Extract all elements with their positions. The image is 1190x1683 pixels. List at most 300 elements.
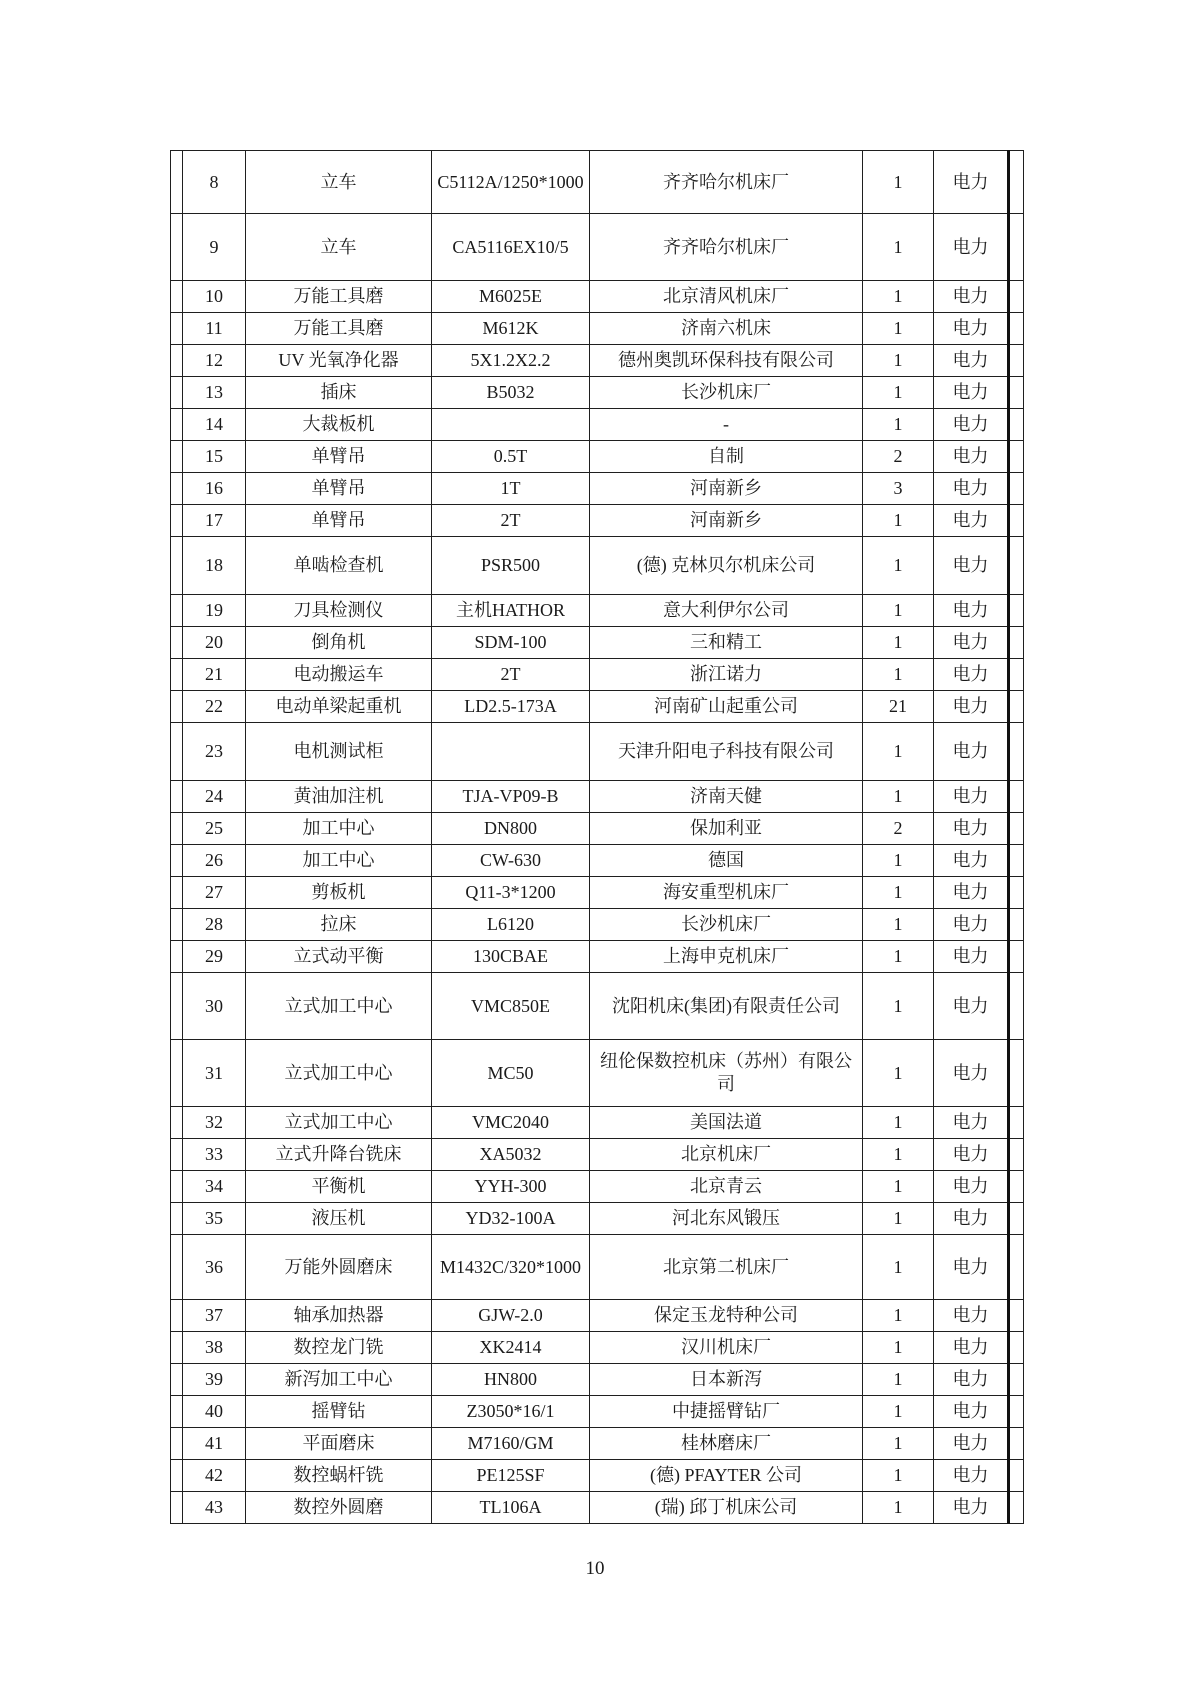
cell-left-spacer	[171, 409, 183, 441]
cell-equipment-name: 单臂吊	[246, 473, 432, 505]
cell-row-number: 10	[183, 281, 246, 313]
cell-equipment-name: 立式加工中心	[246, 1040, 432, 1107]
cell-quantity: 1	[863, 1460, 934, 1492]
cell-right-spacer	[1009, 377, 1024, 409]
cell-equipment-name: 轴承加热器	[246, 1300, 432, 1332]
cell-right-spacer	[1009, 1428, 1024, 1460]
cell-row-number: 37	[183, 1300, 246, 1332]
cell-model: M7160/GM	[432, 1428, 590, 1460]
cell-manufacturer: -	[590, 409, 863, 441]
cell-equipment-name: 新泻加工中心	[246, 1364, 432, 1396]
table-row	[171, 941, 1024, 973]
cell-right-spacer	[1009, 1107, 1024, 1139]
cell-manufacturer: 保加利亚	[590, 813, 863, 845]
cell-right-spacer	[1009, 781, 1024, 813]
cell-power-type: 电力	[934, 1235, 1009, 1300]
table-row	[171, 781, 1024, 813]
cell-model: 0.5T	[432, 441, 590, 473]
table-row	[171, 1203, 1024, 1235]
cell-model: Q11-3*1200	[432, 877, 590, 909]
cell-model: HN800	[432, 1364, 590, 1396]
page-number: 10	[585, 1558, 605, 1579]
cell-power-type: 电力	[934, 973, 1009, 1040]
cell-right-spacer	[1009, 1460, 1024, 1492]
cell-manufacturer: 美国法道	[590, 1107, 863, 1139]
cell-quantity: 1	[863, 151, 934, 214]
cell-manufacturer: 北京清风机床厂	[590, 281, 863, 313]
cell-right-spacer	[1009, 813, 1024, 845]
cell-right-spacer	[1009, 537, 1024, 595]
cell-quantity: 2	[863, 813, 934, 845]
table-row	[171, 659, 1024, 691]
cell-equipment-name: 电动单梁起重机	[246, 691, 432, 723]
table-row	[171, 214, 1024, 281]
cell-left-spacer	[171, 627, 183, 659]
cell-right-spacer	[1009, 691, 1024, 723]
cell-left-spacer	[171, 781, 183, 813]
cell-equipment-name: 液压机	[246, 1203, 432, 1235]
cell-power-type: 电力	[934, 1332, 1009, 1364]
cell-quantity: 1	[863, 1428, 934, 1460]
cell-quantity: 1	[863, 505, 934, 537]
cell-quantity: 1	[863, 377, 934, 409]
cell-manufacturer: 日本新泻	[590, 1364, 863, 1396]
cell-equipment-name: 立式升降台铣床	[246, 1139, 432, 1171]
cell-row-number: 12	[183, 345, 246, 377]
cell-quantity: 1	[863, 973, 934, 1040]
cell-left-spacer	[171, 877, 183, 909]
cell-row-number: 11	[183, 313, 246, 345]
cell-quantity: 1	[863, 781, 934, 813]
cell-equipment-name: 立式加工中心	[246, 1107, 432, 1139]
cell-quantity: 1	[863, 1040, 934, 1107]
cell-equipment-name: 万能工具磨	[246, 313, 432, 345]
cell-left-spacer	[171, 691, 183, 723]
table-row	[171, 281, 1024, 313]
cell-power-type: 电力	[934, 1492, 1009, 1524]
cell-equipment-name: UV 光氧净化器	[246, 345, 432, 377]
cell-right-spacer	[1009, 659, 1024, 691]
cell-manufacturer: 汉川机床厂	[590, 1332, 863, 1364]
cell-left-spacer	[171, 941, 183, 973]
cell-quantity: 1	[863, 627, 934, 659]
table-row	[171, 345, 1024, 377]
cell-power-type: 电力	[934, 877, 1009, 909]
cell-model: M1432C/320*1000	[432, 1235, 590, 1300]
cell-left-spacer	[171, 909, 183, 941]
cell-right-spacer	[1009, 1203, 1024, 1235]
cell-quantity: 1	[863, 941, 934, 973]
cell-model: 5X1.2X2.2	[432, 345, 590, 377]
cell-left-spacer	[171, 377, 183, 409]
cell-power-type: 电力	[934, 1171, 1009, 1203]
cell-row-number: 18	[183, 537, 246, 595]
cell-model: PSR500	[432, 537, 590, 595]
cell-manufacturer: 浙江诺力	[590, 659, 863, 691]
cell-power-type: 电力	[934, 845, 1009, 877]
cell-equipment-name: 平面磨床	[246, 1428, 432, 1460]
cell-equipment-name: 拉床	[246, 909, 432, 941]
cell-row-number: 26	[183, 845, 246, 877]
cell-manufacturer: 桂林磨床厂	[590, 1428, 863, 1460]
cell-model: DN800	[432, 813, 590, 845]
cell-power-type: 电力	[934, 941, 1009, 973]
table-row	[171, 1332, 1024, 1364]
cell-power-type: 电力	[934, 1139, 1009, 1171]
cell-manufacturer: 北京青云	[590, 1171, 863, 1203]
cell-power-type: 电力	[934, 781, 1009, 813]
cell-model: SDM-100	[432, 627, 590, 659]
cell-power-type: 电力	[934, 151, 1009, 214]
cell-quantity: 1	[863, 1139, 934, 1171]
cell-right-spacer	[1009, 941, 1024, 973]
cell-power-type: 电力	[934, 505, 1009, 537]
table-row	[171, 1492, 1024, 1524]
cell-quantity: 1	[863, 409, 934, 441]
cell-manufacturer: 长沙机床厂	[590, 377, 863, 409]
cell-model: TJA-VP09-B	[432, 781, 590, 813]
cell-manufacturer: 北京第二机床厂	[590, 1235, 863, 1300]
cell-power-type: 电力	[934, 537, 1009, 595]
cell-right-spacer	[1009, 877, 1024, 909]
cell-row-number: 31	[183, 1040, 246, 1107]
cell-quantity: 2	[863, 441, 934, 473]
cell-right-spacer	[1009, 909, 1024, 941]
cell-model: 1T	[432, 473, 590, 505]
cell-quantity: 1	[863, 1107, 934, 1139]
cell-equipment-name: 数控外圆磨	[246, 1492, 432, 1524]
cell-row-number: 32	[183, 1107, 246, 1139]
cell-row-number: 21	[183, 659, 246, 691]
cell-manufacturer: 海安重型机床厂	[590, 877, 863, 909]
table-row	[171, 409, 1024, 441]
cell-row-number: 17	[183, 505, 246, 537]
cell-left-spacer	[171, 595, 183, 627]
cell-left-spacer	[171, 1107, 183, 1139]
table-row	[171, 691, 1024, 723]
cell-left-spacer	[171, 441, 183, 473]
cell-quantity: 1	[863, 345, 934, 377]
cell-power-type: 电力	[934, 627, 1009, 659]
cell-model: 2T	[432, 505, 590, 537]
cell-equipment-name: 加工中心	[246, 845, 432, 877]
cell-left-spacer	[171, 659, 183, 691]
cell-power-type: 电力	[934, 473, 1009, 505]
cell-right-spacer	[1009, 441, 1024, 473]
cell-model: VMC2040	[432, 1107, 590, 1139]
cell-model: L6120	[432, 909, 590, 941]
cell-equipment-name: 立车	[246, 214, 432, 281]
cell-quantity: 1	[863, 537, 934, 595]
cell-left-spacer	[171, 1139, 183, 1171]
cell-model: C5112A/1250*1000	[432, 151, 590, 214]
cell-power-type: 电力	[934, 1040, 1009, 1107]
table-row	[171, 1171, 1024, 1203]
table-row	[171, 1364, 1024, 1396]
cell-right-spacer	[1009, 1139, 1024, 1171]
cell-power-type: 电力	[934, 1107, 1009, 1139]
cell-manufacturer: (瑞) 邱丁机床公司	[590, 1492, 863, 1524]
cell-power-type: 电力	[934, 909, 1009, 941]
cell-left-spacer	[171, 1396, 183, 1428]
cell-row-number: 29	[183, 941, 246, 973]
cell-right-spacer	[1009, 973, 1024, 1040]
cell-left-spacer	[171, 1492, 183, 1524]
cell-power-type: 电力	[934, 723, 1009, 781]
cell-row-number: 25	[183, 813, 246, 845]
cell-power-type: 电力	[934, 1396, 1009, 1428]
cell-row-number: 40	[183, 1396, 246, 1428]
cell-model: GJW-2.0	[432, 1300, 590, 1332]
cell-row-number: 35	[183, 1203, 246, 1235]
cell-model: PE125SF	[432, 1460, 590, 1492]
cell-manufacturer: 河南新乡	[590, 473, 863, 505]
cell-power-type: 电力	[934, 1203, 1009, 1235]
cell-quantity: 1	[863, 845, 934, 877]
cell-row-number: 28	[183, 909, 246, 941]
cell-quantity: 1	[863, 595, 934, 627]
cell-left-spacer	[171, 1460, 183, 1492]
cell-quantity: 1	[863, 1300, 934, 1332]
cell-manufacturer: 长沙机床厂	[590, 909, 863, 941]
cell-power-type: 电力	[934, 691, 1009, 723]
cell-right-spacer	[1009, 627, 1024, 659]
cell-model: XA5032	[432, 1139, 590, 1171]
cell-quantity: 1	[863, 659, 934, 691]
cell-power-type: 电力	[934, 1364, 1009, 1396]
table-row	[171, 627, 1024, 659]
table-row	[171, 1139, 1024, 1171]
table-row	[171, 505, 1024, 537]
table-row	[171, 813, 1024, 845]
table-row	[171, 441, 1024, 473]
cell-row-number: 41	[183, 1428, 246, 1460]
cell-model: XK2414	[432, 1332, 590, 1364]
cell-right-spacer	[1009, 845, 1024, 877]
cell-equipment-name: 黄油加注机	[246, 781, 432, 813]
cell-equipment-name: 刀具检测仪	[246, 595, 432, 627]
cell-model: VMC850E	[432, 973, 590, 1040]
cell-left-spacer	[171, 537, 183, 595]
cell-model: M6025E	[432, 281, 590, 313]
table-row	[171, 1235, 1024, 1300]
cell-manufacturer: 三和精工	[590, 627, 863, 659]
cell-power-type: 电力	[934, 813, 1009, 845]
cell-manufacturer: 保定玉龙特种公司	[590, 1300, 863, 1332]
cell-quantity: 1	[863, 909, 934, 941]
cell-model: 2T	[432, 659, 590, 691]
cell-power-type: 电力	[934, 409, 1009, 441]
cell-row-number: 38	[183, 1332, 246, 1364]
cell-right-spacer	[1009, 723, 1024, 781]
cell-quantity: 21	[863, 691, 934, 723]
cell-manufacturer: 河北东风锻压	[590, 1203, 863, 1235]
cell-equipment-name: 单啮检查机	[246, 537, 432, 595]
cell-right-spacer	[1009, 1364, 1024, 1396]
cell-right-spacer	[1009, 313, 1024, 345]
cell-equipment-name: 电动搬运车	[246, 659, 432, 691]
cell-power-type: 电力	[934, 377, 1009, 409]
cell-manufacturer: 德国	[590, 845, 863, 877]
cell-model: TL106A	[432, 1492, 590, 1524]
cell-model: MC50	[432, 1040, 590, 1107]
cell-left-spacer	[171, 1428, 183, 1460]
cell-equipment-name: 单臂吊	[246, 441, 432, 473]
cell-left-spacer	[171, 1300, 183, 1332]
table-row	[171, 723, 1024, 781]
cell-equipment-name: 剪板机	[246, 877, 432, 909]
cell-row-number: 36	[183, 1235, 246, 1300]
cell-model: YYH-300	[432, 1171, 590, 1203]
cell-row-number: 39	[183, 1364, 246, 1396]
table-row	[171, 313, 1024, 345]
cell-right-spacer	[1009, 1492, 1024, 1524]
cell-model: B5032	[432, 377, 590, 409]
cell-row-number: 8	[183, 151, 246, 214]
cell-row-number: 24	[183, 781, 246, 813]
cell-row-number: 23	[183, 723, 246, 781]
cell-equipment-name: 平衡机	[246, 1171, 432, 1203]
table-row	[171, 1428, 1024, 1460]
cell-right-spacer	[1009, 595, 1024, 627]
cell-left-spacer	[171, 1040, 183, 1107]
table-row	[171, 537, 1024, 595]
cell-manufacturer: 自制	[590, 441, 863, 473]
table-row	[171, 1107, 1024, 1139]
cell-model	[432, 409, 590, 441]
cell-power-type: 电力	[934, 281, 1009, 313]
cell-left-spacer	[171, 1235, 183, 1300]
cell-model: M612K	[432, 313, 590, 345]
cell-equipment-name: 倒角机	[246, 627, 432, 659]
cell-equipment-name: 立车	[246, 151, 432, 214]
cell-equipment-name: 大裁板机	[246, 409, 432, 441]
cell-quantity: 1	[863, 1203, 934, 1235]
cell-right-spacer	[1009, 1396, 1024, 1428]
cell-right-spacer	[1009, 409, 1024, 441]
cell-left-spacer	[171, 973, 183, 1040]
cell-power-type: 电力	[934, 1428, 1009, 1460]
cell-row-number: 14	[183, 409, 246, 441]
cell-manufacturer: (德) 克林贝尔机床公司	[590, 537, 863, 595]
cell-manufacturer: 天津升阳电子科技有限公司	[590, 723, 863, 781]
cell-left-spacer	[171, 151, 183, 214]
cell-row-number: 19	[183, 595, 246, 627]
cell-right-spacer	[1009, 281, 1024, 313]
cell-manufacturer: 沈阳机床(集团)有限责任公司	[590, 973, 863, 1040]
cell-row-number: 13	[183, 377, 246, 409]
cell-left-spacer	[171, 505, 183, 537]
cell-equipment-name: 单臂吊	[246, 505, 432, 537]
cell-power-type: 电力	[934, 659, 1009, 691]
cell-power-type: 电力	[934, 1460, 1009, 1492]
cell-left-spacer	[171, 1332, 183, 1364]
cell-quantity: 1	[863, 877, 934, 909]
cell-manufacturer: 河南矿山起重公司	[590, 691, 863, 723]
cell-equipment-name: 立式加工中心	[246, 973, 432, 1040]
cell-left-spacer	[171, 313, 183, 345]
table-row	[171, 151, 1024, 214]
cell-left-spacer	[171, 1364, 183, 1396]
cell-manufacturer: 德州奥凯环保科技有限公司	[590, 345, 863, 377]
cell-row-number: 20	[183, 627, 246, 659]
cell-equipment-name: 数控蜗杆铣	[246, 1460, 432, 1492]
cell-power-type: 电力	[934, 313, 1009, 345]
cell-row-number: 16	[183, 473, 246, 505]
cell-row-number: 30	[183, 973, 246, 1040]
cell-manufacturer: (德) PFAYTER 公司	[590, 1460, 863, 1492]
cell-right-spacer	[1009, 214, 1024, 281]
cell-power-type: 电力	[934, 214, 1009, 281]
cell-manufacturer: 上海申克机床厂	[590, 941, 863, 973]
cell-equipment-name: 加工中心	[246, 813, 432, 845]
equipment-table-body	[171, 151, 1024, 1524]
cell-left-spacer	[171, 281, 183, 313]
cell-right-spacer	[1009, 473, 1024, 505]
cell-quantity: 1	[863, 1171, 934, 1203]
cell-manufacturer: 河南新乡	[590, 505, 863, 537]
cell-right-spacer	[1009, 1171, 1024, 1203]
cell-right-spacer	[1009, 1235, 1024, 1300]
cell-manufacturer: 济南天健	[590, 781, 863, 813]
table-row	[171, 1460, 1024, 1492]
cell-left-spacer	[171, 813, 183, 845]
cell-quantity: 1	[863, 214, 934, 281]
cell-left-spacer	[171, 1171, 183, 1203]
cell-equipment-name: 万能外圆磨床	[246, 1235, 432, 1300]
cell-right-spacer	[1009, 1040, 1024, 1107]
table-row	[171, 1040, 1024, 1107]
cell-quantity: 1	[863, 1235, 934, 1300]
cell-right-spacer	[1009, 345, 1024, 377]
cell-left-spacer	[171, 723, 183, 781]
cell-right-spacer	[1009, 505, 1024, 537]
cell-power-type: 电力	[934, 595, 1009, 627]
cell-right-spacer	[1009, 1332, 1024, 1364]
cell-row-number: 34	[183, 1171, 246, 1203]
cell-model: Z3050*16/1	[432, 1396, 590, 1428]
table-row	[171, 845, 1024, 877]
cell-model: YD32-100A	[432, 1203, 590, 1235]
table-row	[171, 595, 1024, 627]
cell-manufacturer: 意大利伊尔公司	[590, 595, 863, 627]
cell-model	[432, 723, 590, 781]
cell-equipment-name: 电机测试柜	[246, 723, 432, 781]
cell-row-number: 42	[183, 1460, 246, 1492]
cell-right-spacer	[1009, 1300, 1024, 1332]
table-row	[171, 877, 1024, 909]
cell-left-spacer	[171, 473, 183, 505]
cell-quantity: 1	[863, 313, 934, 345]
cell-model: LD2.5-173A	[432, 691, 590, 723]
cell-quantity: 1	[863, 1332, 934, 1364]
cell-quantity: 3	[863, 473, 934, 505]
cell-equipment-name: 插床	[246, 377, 432, 409]
cell-left-spacer	[171, 845, 183, 877]
cell-equipment-name: 立式动平衡	[246, 941, 432, 973]
cell-row-number: 22	[183, 691, 246, 723]
cell-row-number: 33	[183, 1139, 246, 1171]
cell-manufacturer: 北京机床厂	[590, 1139, 863, 1171]
cell-equipment-name: 万能工具磨	[246, 281, 432, 313]
table-row	[171, 1396, 1024, 1428]
cell-quantity: 1	[863, 723, 934, 781]
cell-equipment-name: 数控龙门铣	[246, 1332, 432, 1364]
cell-manufacturer: 纽伦保数控机床（苏州）有限公司	[590, 1040, 863, 1107]
cell-right-spacer	[1009, 151, 1024, 214]
cell-row-number: 27	[183, 877, 246, 909]
cell-row-number: 15	[183, 441, 246, 473]
